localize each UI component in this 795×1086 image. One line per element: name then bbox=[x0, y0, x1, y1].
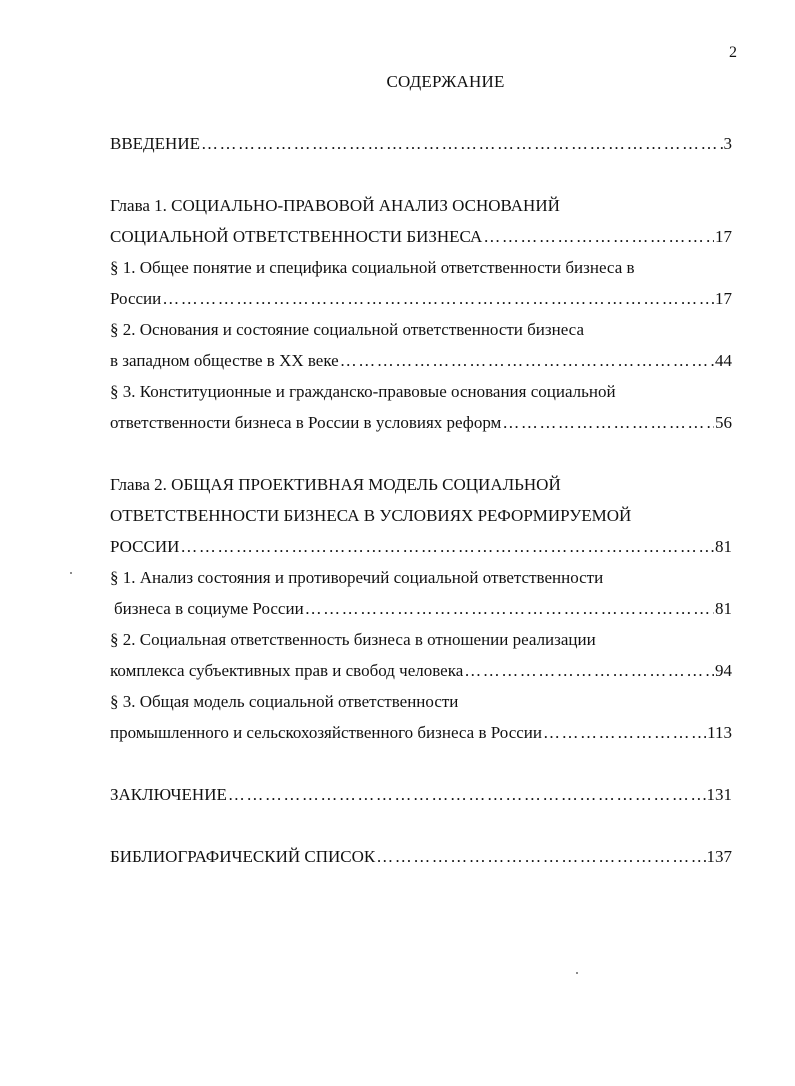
dot-leader bbox=[502, 407, 714, 438]
toc-section-1-1[interactable] bbox=[110, 252, 732, 314]
entry-page: 3 bbox=[723, 134, 732, 153]
chapter-title-last-line bbox=[110, 221, 732, 252]
dot-leader bbox=[340, 345, 714, 376]
toc-section-1-2[interactable] bbox=[110, 314, 732, 376]
entry-title: бизнеса в социуме России bbox=[114, 599, 304, 618]
page-number: 2 bbox=[729, 44, 737, 61]
dot-leader bbox=[228, 779, 706, 810]
dot-leader bbox=[180, 531, 714, 562]
dot-leader bbox=[376, 841, 705, 872]
entry-page: 44 bbox=[715, 351, 732, 370]
toc-section-2-3[interactable] bbox=[110, 686, 732, 748]
section-title-last-line bbox=[110, 283, 732, 314]
chapter-title-line: Глава 1. СОЦИАЛЬНО-ПРАВОВОЙ АНАЛИЗ ОСНОВАНИЙ bbox=[110, 196, 560, 215]
entry-page: 94 bbox=[715, 661, 732, 680]
toc-entry-conclusion[interactable] bbox=[110, 779, 732, 810]
section-title-last-line bbox=[110, 345, 732, 376]
dot-leader bbox=[464, 655, 714, 686]
dot-leader bbox=[201, 128, 723, 159]
section-title-line: § 2. Социальная ответственность бизнеса в отношении реализации bbox=[110, 630, 596, 649]
entry-title: в западном обществе в XX веке bbox=[110, 351, 339, 370]
toc-entry-introduction[interactable] bbox=[110, 128, 732, 159]
dot-leader bbox=[305, 593, 714, 624]
toc-entry-bibliography[interactable] bbox=[110, 841, 732, 872]
chapter-title-line: ОТВЕТСТВЕННОСТИ БИЗНЕСА В УСЛОВИЯХ РЕФОРМИРУЕМОЙ bbox=[110, 506, 632, 525]
section-title-line: § 2. Основания и состояние социальной ответственности бизнеса bbox=[110, 320, 584, 339]
section-title-last-line bbox=[110, 593, 732, 624]
section-title-line: § 1. Общее понятие и специфика социальной ответственности бизнеса в bbox=[110, 258, 635, 277]
entry-page: 113 bbox=[707, 723, 732, 742]
chapter-title-line: Глава 2. ОБЩАЯ ПРОЕКТИВНАЯ МОДЕЛЬ СОЦИАЛЬНОЙ bbox=[110, 475, 561, 494]
dot-leader bbox=[543, 717, 706, 748]
entry-title: комплекса субъективных прав и свобод человека bbox=[110, 661, 464, 680]
table-of-contents bbox=[110, 128, 732, 872]
entry-page: 81 bbox=[715, 537, 732, 556]
section-title-last-line bbox=[110, 655, 732, 686]
dot-leader bbox=[483, 221, 714, 252]
entry-page: 137 bbox=[706, 847, 732, 866]
dot-leader bbox=[162, 283, 714, 314]
toc-section-2-2[interactable] bbox=[110, 624, 732, 686]
toc-chapter-1[interactable] bbox=[110, 190, 732, 252]
section-title-line: § 1. Анализ состояния и противоречий социальной ответственности bbox=[110, 568, 604, 587]
entry-page: 81 bbox=[715, 599, 732, 618]
section-title-line: § 3. Общая модель социальной ответственности bbox=[110, 692, 459, 711]
entry-title: ответственности бизнеса в России в условиях реформ bbox=[110, 413, 502, 432]
entry-page: 131 bbox=[706, 785, 732, 804]
entry-page: 17 bbox=[715, 289, 732, 308]
toc-chapter-2[interactable] bbox=[110, 469, 732, 562]
scan-speck bbox=[576, 972, 578, 974]
toc-section-1-3[interactable] bbox=[110, 376, 732, 438]
entry-title: БИБЛИОГРАФИЧЕСКИЙ СПИСОК bbox=[110, 847, 376, 866]
entry-title: ЗАКЛЮЧЕНИЕ bbox=[110, 785, 227, 804]
entry-title: России bbox=[110, 289, 162, 308]
scan-speck bbox=[70, 572, 72, 574]
entry-page: 56 bbox=[715, 413, 732, 432]
toc-heading: СОДЕРЖАНИЕ bbox=[386, 72, 505, 91]
entry-title: СОЦИАЛЬНОЙ ОТВЕТСТВЕННОСТИ БИЗНЕСА bbox=[110, 227, 483, 246]
section-title-last-line bbox=[110, 717, 732, 748]
chapter-title-last-line bbox=[110, 531, 732, 562]
entry-title: промышленного и сельскохозяйственного бизнеса в России bbox=[110, 723, 542, 742]
entry-title: РОССИИ bbox=[110, 537, 180, 556]
entry-title: ВВЕДЕНИЕ bbox=[110, 134, 200, 153]
entry-page: 17 bbox=[715, 227, 732, 246]
section-title-last-line bbox=[110, 407, 732, 438]
toc-section-2-1[interactable] bbox=[110, 562, 732, 624]
section-title-line: § 3. Конституционные и гражданско-правовые основания социальной bbox=[110, 382, 616, 401]
